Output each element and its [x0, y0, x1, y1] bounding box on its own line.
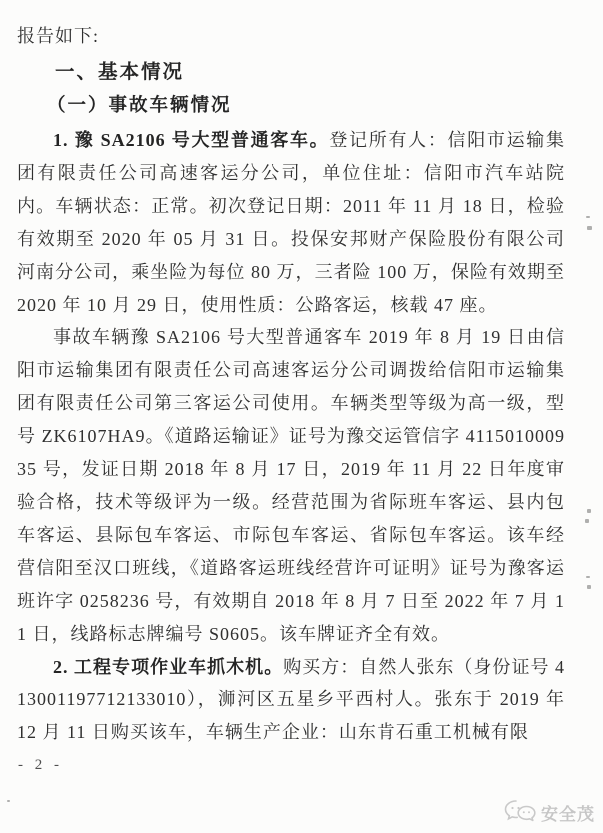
page-number: - 2 - [18, 757, 63, 773]
scan-artifact [587, 509, 591, 513]
section-heading: 一、基本情况 [55, 61, 185, 83]
scan-artifact [7, 800, 10, 802]
subsection-heading: （一）事故车辆情况 [47, 96, 232, 116]
paragraph-lead: 2. 工程专项作业车抓木机。 [53, 656, 284, 677]
intro-text: 报告如下: [17, 26, 100, 46]
paragraph-grab-machine [17, 651, 565, 750]
watermark-label: 安全茂 [541, 804, 595, 824]
scan-artifact [587, 585, 591, 589]
scan-artifact [587, 226, 592, 230]
paragraph-body: 事故车辆豫 SA2106 号大型普通客车 2019 年 8 月 19 日由信阳市运输集团有限责任公司高速客运分公司调拨给信阳市运输集团有限责任公司第三客运公司使用。车辆类型等级为高一级，型号 ZK6107HA9。《道路运输证》证号为豫交运管信字 411501000935 号，发证日期 2018 年 8 月 17 日，2019 年 11 月 22 日年度审验合格，技术等级评为一级。经营范围为省际班车客运、县内包车客运、县际包车客运、市际包车客运、省际包车客运。该车经营信阳至汉口班线，《道路客运班线经营许可证明》证号为豫客运班许字 0258236 号，有效期自 2018 年 8 月 7 日至 2022 年 7 月 11 日，线路标志牌编号 S0605。该车牌证齐全有效。 [17, 327, 565, 644]
paragraph-bus-registration [17, 124, 565, 321]
chat-bubbles-icon [503, 799, 537, 825]
document-body [17, 124, 565, 749]
scan-artifact [586, 216, 590, 218]
watermark [503, 799, 595, 825]
paragraph-body: 登记所有人：信阳市运输集团有限责任公司高速客运分公司，单位住址：信阳市汽车站院内。车辆状态：正常。初次登记日期：2011 年 11 月 18 日，检验有效期至 2020 年 05 月 31 日。投保安邦财产保险股份有限公司河南分公司，乘坐险为每位 80 万，三者险 100 万，保险有效期至 2020 年 10 月 29 日，使用性质：公路客运，核载 47 座。 [17, 130, 566, 315]
scan-artifact [586, 576, 590, 578]
scan-artifact [585, 519, 589, 523]
paragraph-lead: 1. 豫 SA2106 号大型普通客车。 [53, 130, 330, 150]
paragraph-body: 购买方：自然人张东（身份证号 413001197712133010），浉河区五星乡平西村人。张东于 2019 年 12 月 11 日购买该车，车辆生产企业：山东肯石重工机械有限 [17, 656, 566, 743]
paragraph-bus-operation [17, 321, 565, 650]
